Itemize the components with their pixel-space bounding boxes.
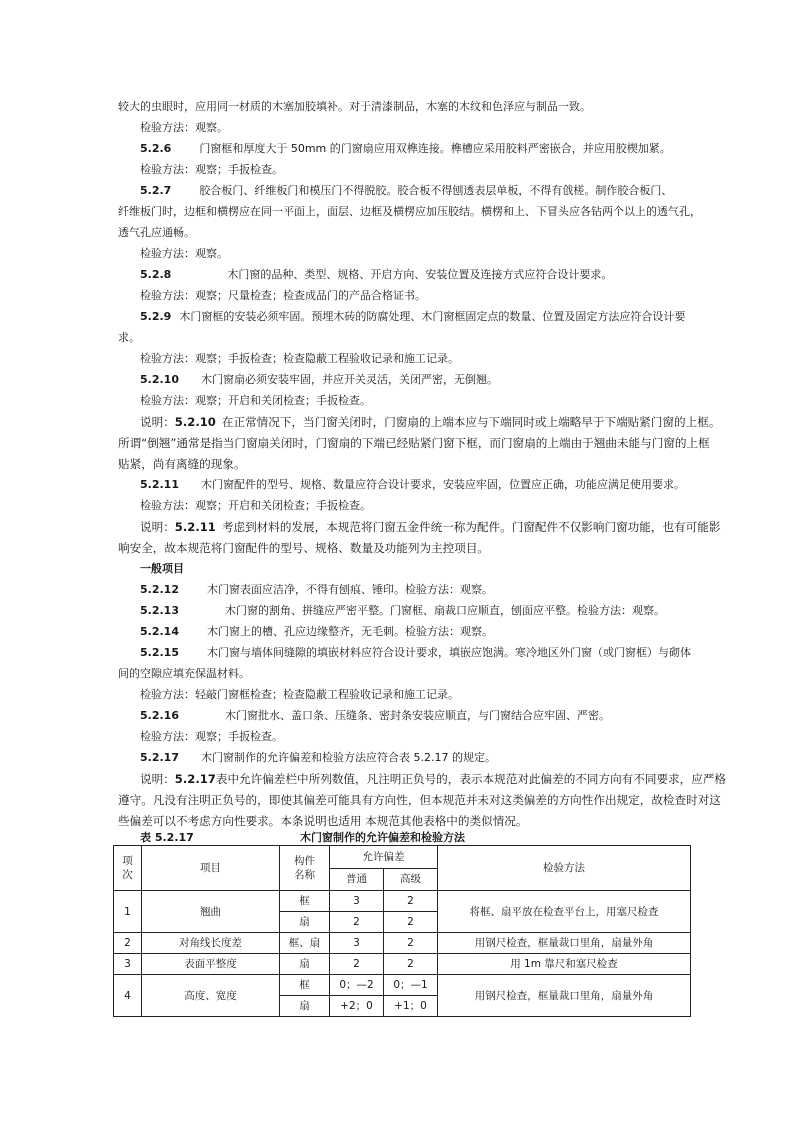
- cell-high: 2: [384, 912, 438, 933]
- clause-5-2-14: [140, 625, 715, 639]
- text-line: [140, 688, 715, 702]
- cell-normal: 2: [330, 912, 384, 933]
- cell-method: 用钢尺检查，框量裁口里角，扇量外角: [438, 975, 691, 1017]
- text: 检验方法：观察；尺量检查；检查成品门的产品合格证书。: [140, 289, 426, 302]
- clause-5-2-6: [140, 142, 715, 156]
- text: 木门窗上的槽、孔应边缘整齐，无毛刺。检验方法：观察。: [206, 625, 493, 638]
- text: 遵守。凡没有注明正负号的，即使其偏差可能具有方向性，但本规范并未对这类偏差的方向性作出规定，故检查时对这: [118, 793, 721, 807]
- text-line: [118, 541, 693, 555]
- text: 表中允许偏差栏中所列数值，凡注明正负号的，表示本规范对此偏差的不同方向有不同要求，应严格: [215, 772, 727, 786]
- cell-normal: +2；0: [330, 996, 384, 1017]
- text: 检验方法：观察；手扳检查。: [140, 163, 283, 176]
- cell-normal: 3: [330, 933, 384, 954]
- header-part: [280, 846, 330, 891]
- cell-part: 框、扇: [280, 933, 330, 954]
- header-text: 项: [122, 855, 133, 867]
- clause-5-2-16: [140, 709, 715, 723]
- clause-5-2-7: [140, 184, 715, 198]
- cell-high: 2: [384, 933, 438, 954]
- tolerance-table: [113, 845, 691, 1017]
- text-line: [118, 814, 693, 828]
- text: 木门窗扇必须安装牢固，并应开关灵活，关闭严密，无倒翘。: [200, 373, 498, 386]
- clause-number: 5.2.10: [174, 415, 216, 429]
- cell-part: 扇: [280, 912, 330, 933]
- text-line: [118, 205, 701, 219]
- text: 求。: [118, 331, 140, 344]
- cell-no: 3: [114, 954, 142, 975]
- text: 木门窗批水、盖口条、压缝条、密封条安装应顺直，与门窗结合应牢固、严密。: [224, 709, 610, 722]
- text-line: [118, 667, 693, 681]
- clause-number: 5.2.13: [140, 604, 179, 617]
- header-item: 项目: [142, 846, 280, 891]
- text: 木门窗配件的型号、规格、数量应符合设计要求，安装应牢固，位置应正确，功能应满足使用要求。: [200, 478, 685, 491]
- text-line: [140, 289, 715, 303]
- text: 考虑到材料的发展，本规范将门窗五金件统一称为配件。门窗配件不仅影响门窗功能，也有可能影: [221, 520, 721, 534]
- header-text: 名称: [294, 869, 315, 881]
- note-5-2-10: [140, 415, 721, 429]
- text: 检验方法：观察；开启和关闭检查；手扳检查。: [140, 394, 371, 407]
- clause-5-2-9: [140, 310, 715, 324]
- cell-item: 对角线长度差: [142, 933, 280, 954]
- text-line: [140, 247, 715, 261]
- text-line: [118, 226, 693, 240]
- header-method: 检验方法: [438, 846, 691, 891]
- note-5-2-11: [140, 520, 721, 534]
- cell-item: 表面平整度: [142, 954, 280, 975]
- clause-number: 5.2.17: [140, 751, 179, 764]
- heading-text: 一般项目: [140, 562, 184, 575]
- clause-number: 5.2.7: [140, 184, 172, 197]
- cell-method: 将框、扇平放在检查平台上，用塞尺检查: [438, 891, 691, 933]
- clause-number: 5.2.17: [174, 772, 216, 786]
- text-line: [140, 352, 715, 366]
- note-label: 说明：: [140, 415, 175, 429]
- cell-normal: 2: [330, 954, 384, 975]
- cell-part: 框: [280, 975, 330, 996]
- cell-high: 2: [384, 891, 438, 912]
- cell-normal: 0；—2: [330, 975, 384, 996]
- table-row: [114, 933, 691, 954]
- text: 检验方法：观察；手扳检查。: [140, 730, 283, 743]
- text-line: [118, 331, 693, 345]
- cell-method: 用钢尺检查，框量裁口里角，扇量外角: [438, 933, 691, 954]
- text-line: [118, 457, 693, 471]
- text: 贴紧，尚有离缝的现象。: [118, 457, 246, 471]
- clause-number: 5.2.16: [140, 709, 179, 722]
- text: 检验方法：观察。: [140, 121, 228, 134]
- table-row: [114, 891, 691, 912]
- table-header-row: [114, 846, 691, 869]
- text-line: [118, 100, 693, 114]
- cell-part: 框: [280, 891, 330, 912]
- text: 检验方法：轻敲门窗框检查；检查隐蔽工程验收记录和施工记录。: [140, 688, 459, 701]
- clause-number: 5.2.10: [140, 373, 179, 386]
- table-row: [114, 954, 691, 975]
- clause-5-2-12: [140, 583, 715, 597]
- text: 木门窗的割角、拼缝应严密平整。门窗框、扇裁口应顺直，刨面应平整。检验方法：观察。: [224, 604, 665, 617]
- text: 间的空隙应填充保温材料。: [118, 667, 250, 680]
- cell-no: 1: [114, 891, 142, 933]
- text-line: [118, 793, 721, 807]
- clause-number: 5.2.6: [140, 142, 172, 155]
- text: 纤维板门时，边框和横楞应在同一平面上，面层、边框及横楞应加压胶结。横楞和上、下冒头应各钻两个以上的透气孔，: [118, 205, 701, 218]
- text: 木门窗与墙体间缝隙的填嵌材料应符合设计要求，填嵌应饱满。寒冷地区外门窗（或门窗框）与砌体: [206, 646, 691, 659]
- clause-number: 5.2.12: [140, 583, 179, 596]
- text: 检验方法：观察；手扳检查；检查隐蔽工程验收记录和施工记录。: [140, 352, 459, 365]
- clause-number: 5.2.9: [140, 310, 172, 323]
- cell-item: 翘曲: [142, 891, 280, 933]
- cell-part: 扇: [280, 954, 330, 975]
- text: 所谓“倒翘”通常是指当门窗扇关闭时，门窗扇的下端已经贴紧门窗下框，而门窗扇的上端由于翘曲未能与门窗的上框: [118, 436, 710, 450]
- cell-normal: 3: [330, 891, 384, 912]
- clause-number: 5.2.14: [140, 625, 179, 638]
- text: 木门窗的品种、类型、规格、开启方向、安装位置及连接方式应符合设计要求。: [227, 268, 613, 281]
- text-line: [140, 394, 715, 408]
- clause-5-2-8: [140, 268, 715, 282]
- clause-5-2-13: [140, 604, 715, 618]
- header-no: [114, 846, 142, 891]
- note-label: 说明：: [140, 772, 175, 786]
- cell-no: 2: [114, 933, 142, 954]
- header-tolerance: 允许偏差: [330, 846, 438, 869]
- text-line: [140, 163, 715, 177]
- cell-high: 0；—1: [384, 975, 438, 996]
- text: 检验方法：观察；开启和关闭检查；手扳检查。: [140, 499, 371, 512]
- text: 透气孔应通畅。: [118, 226, 195, 239]
- text: 门窗框和厚度大于 50mm 的门窗扇应用双榫连接。榫槽应采用胶料严密嵌合，并应用胶楔加紧。: [199, 142, 671, 155]
- clause-5-2-17: [140, 751, 715, 765]
- header-text: 次: [122, 869, 133, 881]
- text: 些偏差可以不考虑方向性要求。本条说明也适用 本规范其他表格中的类似情况。: [118, 814, 528, 828]
- header-text: 构件: [294, 855, 315, 867]
- cell-part: 扇: [280, 996, 330, 1017]
- clause-5-2-11: [140, 478, 715, 492]
- note-label: 说明：: [140, 520, 175, 534]
- text: 响安全，故本规范将门窗配件的型号、规格、数量及功能列为主控项目。: [118, 541, 490, 555]
- table-caption-number: 表 5.2.17: [140, 831, 194, 844]
- cell-no: 4: [114, 975, 142, 1017]
- note-5-2-17: [140, 772, 727, 786]
- text-line: [140, 499, 715, 513]
- text: 检验方法：观察。: [140, 247, 228, 260]
- clause-number: 5.2.11: [174, 520, 216, 534]
- clause-5-2-15: [140, 646, 715, 660]
- table-row: [114, 975, 691, 996]
- text: 木门窗框的安装必须牢固。预埋木砖的防腐处理、木门窗框固定点的数量、位置及固定方法应符合设计要: [179, 310, 686, 323]
- cell-item: 高度、宽度: [142, 975, 280, 1017]
- cell-high: 2: [384, 954, 438, 975]
- text-line: [118, 436, 710, 450]
- header-high: 高级: [384, 868, 438, 891]
- section-heading: [140, 562, 715, 576]
- cell-method: 用 1m 靠尺和塞尺检查: [438, 954, 691, 975]
- clause-5-2-10: [140, 373, 715, 387]
- clause-number: 5.2.8: [140, 268, 172, 281]
- text-line: [140, 730, 715, 744]
- table-caption-title: 木门窗制作的允许偏差和检验方法: [300, 831, 465, 844]
- text: 木门窗表面应洁净，不得有刨痕、锤印。检验方法：观察。: [206, 583, 493, 596]
- text-line: [140, 121, 715, 135]
- text: 较大的虫眼时，应用同一材质的木塞加胶填补。对于清漆制品，木塞的木纹和色泽应与制品一致。: [118, 100, 591, 113]
- cell-high: +1；0: [384, 996, 438, 1017]
- text: 木门窗制作的允许偏差和检验方法应符合表 5.2.17 的规定。: [200, 751, 496, 764]
- text: 在正常情况下，当门窗关闭时，门窗扇的上端本应与下端同时或上端略早于下端贴紧门窗的上框。: [221, 415, 721, 429]
- clause-number: 5.2.11: [140, 478, 179, 491]
- header-normal: 普通: [330, 868, 384, 891]
- text: 胶合板门、纤维板门和模压门不得脱胶。胶合板不得刨透表层单板，不得有戗槎。制作胶合板门、: [199, 184, 673, 197]
- clause-number: 5.2.15: [140, 646, 179, 659]
